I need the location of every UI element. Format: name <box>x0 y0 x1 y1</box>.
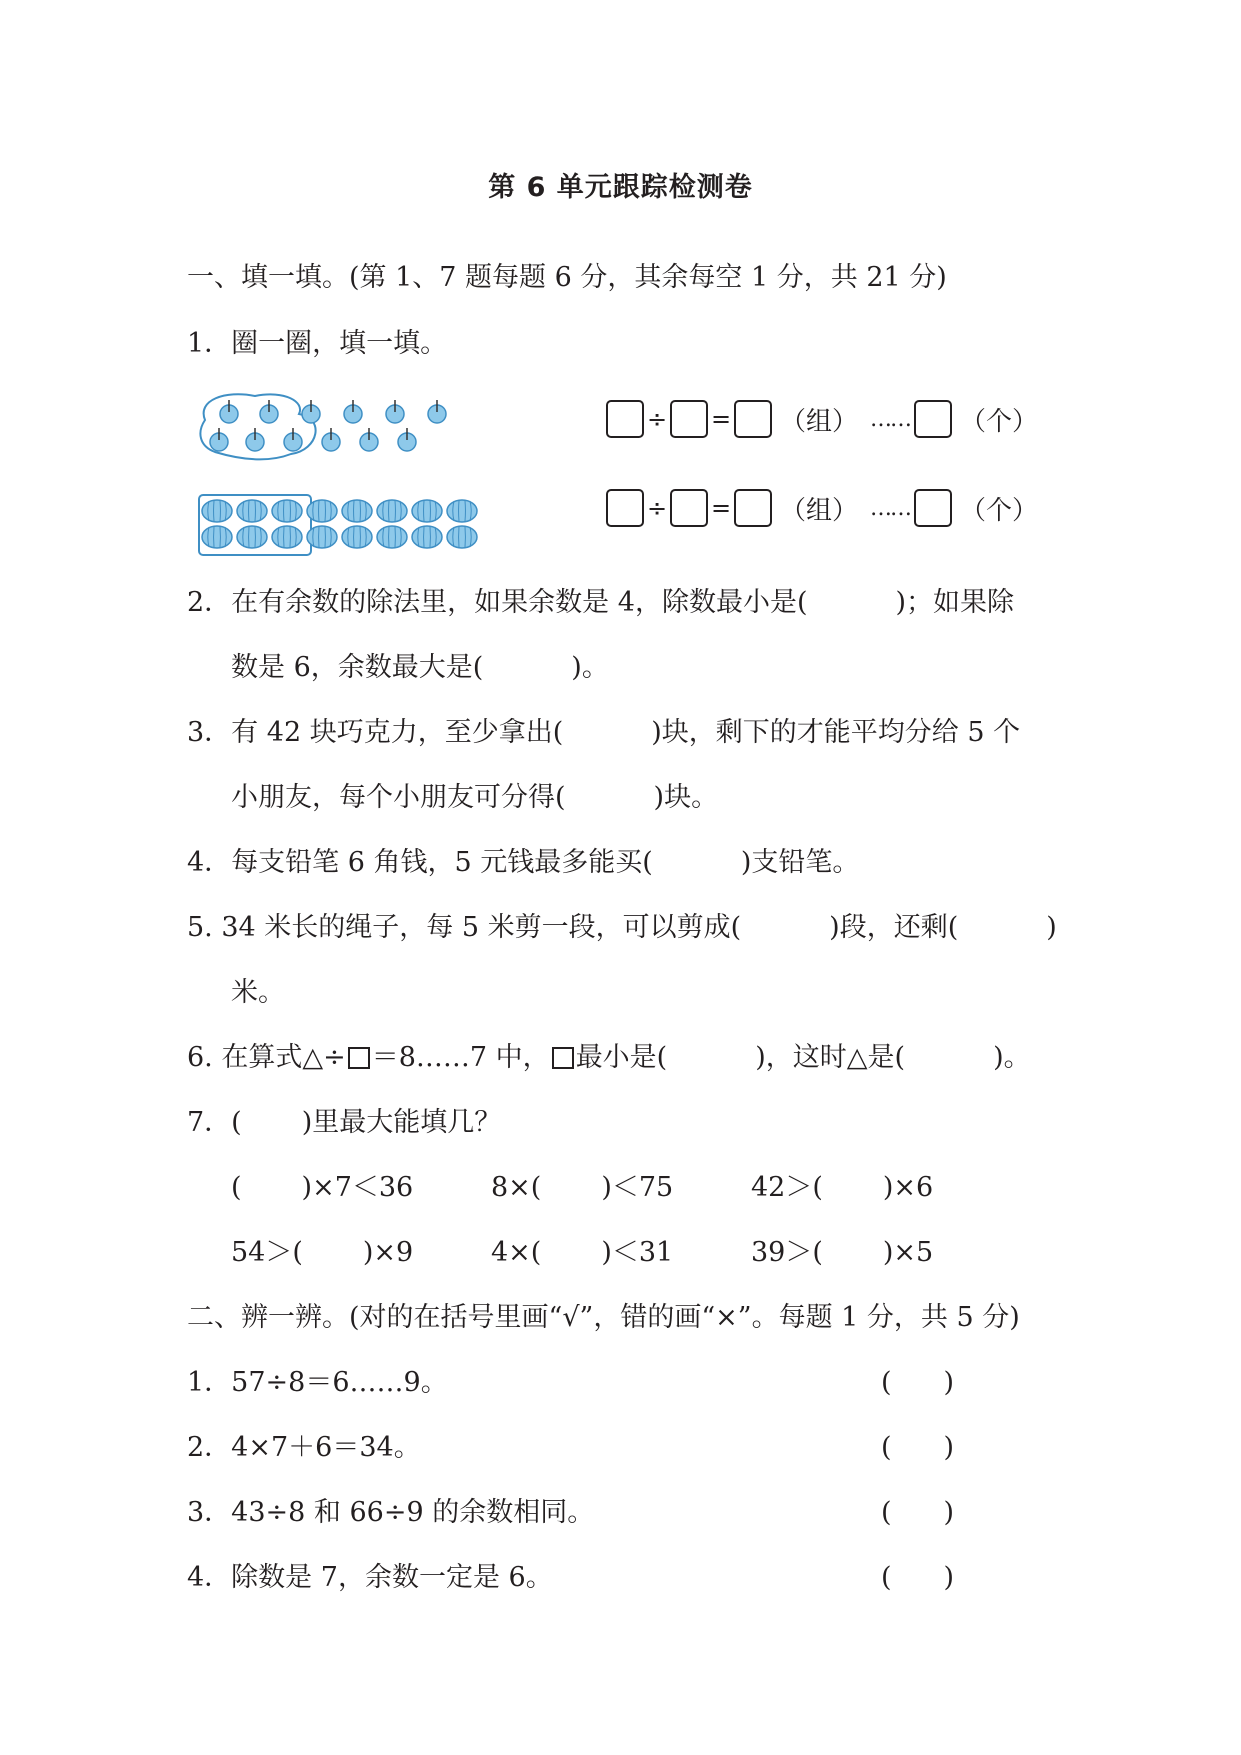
q7-item-open: 4×( <box>491 1237 542 1268</box>
q7-item-rest: )×7＜36 <box>301 1172 414 1203</box>
apple-icon <box>302 400 320 423</box>
pumpkin-icon <box>237 500 267 522</box>
q3-line-1 <box>187 715 1020 751</box>
q7-item-open: 8×( <box>491 1172 542 1203</box>
q5-line-2 <box>231 975 285 1011</box>
q6-text-b: ＝8……7 中， <box>371 1042 550 1073</box>
q7-item-rest: )×6 <box>882 1172 934 1203</box>
apple-icon <box>260 400 278 423</box>
answer-box[interactable] <box>606 489 644 527</box>
equal-sign: = <box>710 494 732 522</box>
pumpkin-icon <box>307 526 337 548</box>
q7-item-rest: )＜75 <box>601 1172 674 1203</box>
q4-text-b: )支铅笔。 <box>740 847 860 878</box>
unit-piece-label: （个） <box>960 495 1039 526</box>
paren-close: ) <box>943 1497 955 1528</box>
pumpkin-group-figure <box>195 493 505 559</box>
pumpkin-icon <box>412 500 442 522</box>
unit-piece-label: （个） <box>960 406 1039 437</box>
judge-item-text: 2．4×7＋6＝34。 <box>187 1432 421 1463</box>
pumpkin-icon <box>447 526 477 548</box>
pumpkin-icon <box>342 526 372 548</box>
pumpkin-icon <box>237 526 267 548</box>
q2-text-d: )。 <box>571 652 609 683</box>
pumpkin-icon <box>202 526 232 548</box>
q4-text-a: 4．每支铅笔 6 角钱，5 元钱最多能买( <box>187 847 653 878</box>
judge-item-text: 1．57÷8＝6……9。 <box>187 1367 448 1398</box>
pumpkin-icon <box>202 500 232 522</box>
apple-icon <box>428 400 446 423</box>
answer-box[interactable] <box>670 489 708 527</box>
paren-close: ) <box>943 1562 955 1593</box>
ellipsis: …… <box>870 495 911 521</box>
q3-text-c: 小朋友，每个小朋友可分得( <box>231 782 566 813</box>
apple-icon <box>284 428 302 451</box>
q5-line-1 <box>187 910 1057 946</box>
q5-text-a: 5. 34 米长的绳子，每 5 米剪一段，可以剪成( <box>187 912 742 943</box>
q2-text-c: 数是 6，余数最大是( <box>231 652 484 683</box>
answer-box[interactable] <box>734 489 772 527</box>
judge-item-text: 3．43÷8 和 66÷9 的余数相同。 <box>187 1497 595 1528</box>
q6-text-c: 最小是( <box>575 1042 668 1073</box>
apple-icon <box>344 400 362 423</box>
apple-group-figure <box>195 388 505 468</box>
apple-icon <box>322 428 340 451</box>
q7-item-open: 42＞( <box>751 1172 823 1203</box>
apple-icon <box>220 400 238 423</box>
answer-box[interactable] <box>734 400 772 438</box>
q5-text-d: 米。 <box>231 977 285 1008</box>
q7-item-open: ( <box>231 1172 242 1203</box>
paren-close: ) <box>943 1367 955 1398</box>
apple-icon <box>360 428 378 451</box>
q7-item-rest: )×5 <box>882 1237 934 1268</box>
apple-icon <box>210 428 228 451</box>
apple-icon <box>398 428 416 451</box>
pumpkin-icon <box>272 526 302 548</box>
judge-item-text: 4．除数是 7，余数一定是 6。 <box>187 1562 553 1593</box>
section1-heading: 一、填一填。(第 1、7 题每题 6 分，其余每空 1 分，共 21 分) <box>187 262 947 293</box>
answer-box[interactable] <box>606 400 644 438</box>
judge-answer-paren[interactable] <box>881 1365 954 1401</box>
equal-sign: = <box>710 405 732 433</box>
paren-open: ( <box>881 1432 892 1463</box>
answer-box[interactable] <box>670 400 708 438</box>
q7-item-rest: )＜31 <box>601 1237 674 1268</box>
pumpkin-icon <box>447 500 477 522</box>
q3-text-a: 3．有 42 块巧克力，至少拿出( <box>187 717 564 748</box>
q6-text-a: 6. 在算式△÷ <box>187 1042 346 1073</box>
unit-group-label: （组） <box>780 406 859 437</box>
pumpkin-icon <box>342 500 372 522</box>
pumpkin-icon <box>412 526 442 548</box>
q7-item-rest: )×9 <box>362 1237 414 1268</box>
q5-text-c: ) <box>1046 912 1057 943</box>
paren-open: ( <box>881 1497 892 1528</box>
page-title: 第 6 单元跟踪检测卷 <box>488 172 753 203</box>
q7-item <box>231 1235 413 1271</box>
q7-item-open: 39＞( <box>751 1237 823 1268</box>
q1-equation-row-2 <box>606 489 1046 527</box>
q2-text-b: )；如果除 <box>895 587 1015 618</box>
divide-sign: ÷ <box>646 494 668 522</box>
q1-equation-row-1 <box>606 400 1046 438</box>
q6-text-e: )。 <box>993 1042 1031 1073</box>
pumpkin-icon <box>307 500 337 522</box>
q7-line <box>187 1105 501 1141</box>
judge-answer-paren[interactable] <box>881 1430 954 1466</box>
q3-line-2 <box>231 780 718 816</box>
q4-line <box>187 845 859 881</box>
answer-box[interactable] <box>914 400 952 438</box>
q7-text2: )里最大能填几？ <box>301 1107 502 1138</box>
ellipsis: …… <box>870 406 911 432</box>
apple-icon <box>246 428 264 451</box>
q7-item-open: 54＞( <box>231 1237 303 1268</box>
q2-text-a: 2．在有余数的除法里，如果余数是 4，除数最小是( <box>187 587 808 618</box>
answer-box[interactable] <box>914 489 952 527</box>
judge-answer-paren[interactable] <box>881 1560 954 1596</box>
apple-icon <box>386 400 404 423</box>
square-symbol <box>552 1047 574 1069</box>
q7-item <box>491 1170 673 1206</box>
pumpkin-icon <box>377 526 407 548</box>
q7-text: 7．( <box>187 1107 242 1138</box>
q7-item <box>751 1170 933 1206</box>
q1-text: 1．圈一圈，填一填。 <box>187 328 448 359</box>
judge-answer-paren[interactable] <box>881 1495 954 1531</box>
paren-open: ( <box>881 1367 892 1398</box>
q5-text-b: )段，还剩( <box>829 912 959 943</box>
q7-item <box>231 1170 413 1206</box>
q7-item <box>491 1235 673 1271</box>
q2-line-1 <box>187 585 1014 621</box>
unit-group-label: （组） <box>780 495 859 526</box>
q3-text-b: )块，剩下的才能平均分给 5 个 <box>651 717 1021 748</box>
pumpkin-icon <box>377 500 407 522</box>
section2-heading: 二、辨一辨。(对的在括号里画“√”，错的画“×”。每题 1 分，共 5 分) <box>187 1302 1020 1333</box>
paren-open: ( <box>881 1562 892 1593</box>
square-symbol <box>348 1047 370 1069</box>
pumpkin-icon <box>272 500 302 522</box>
q7-item <box>751 1235 933 1271</box>
paren-close: ) <box>943 1432 955 1463</box>
q2-line-2 <box>231 650 609 686</box>
q6-line <box>187 1040 1031 1076</box>
q6-text-d: )，这时△是( <box>755 1042 906 1073</box>
divide-sign: ÷ <box>646 405 668 433</box>
q3-text-d: )块。 <box>653 782 719 813</box>
